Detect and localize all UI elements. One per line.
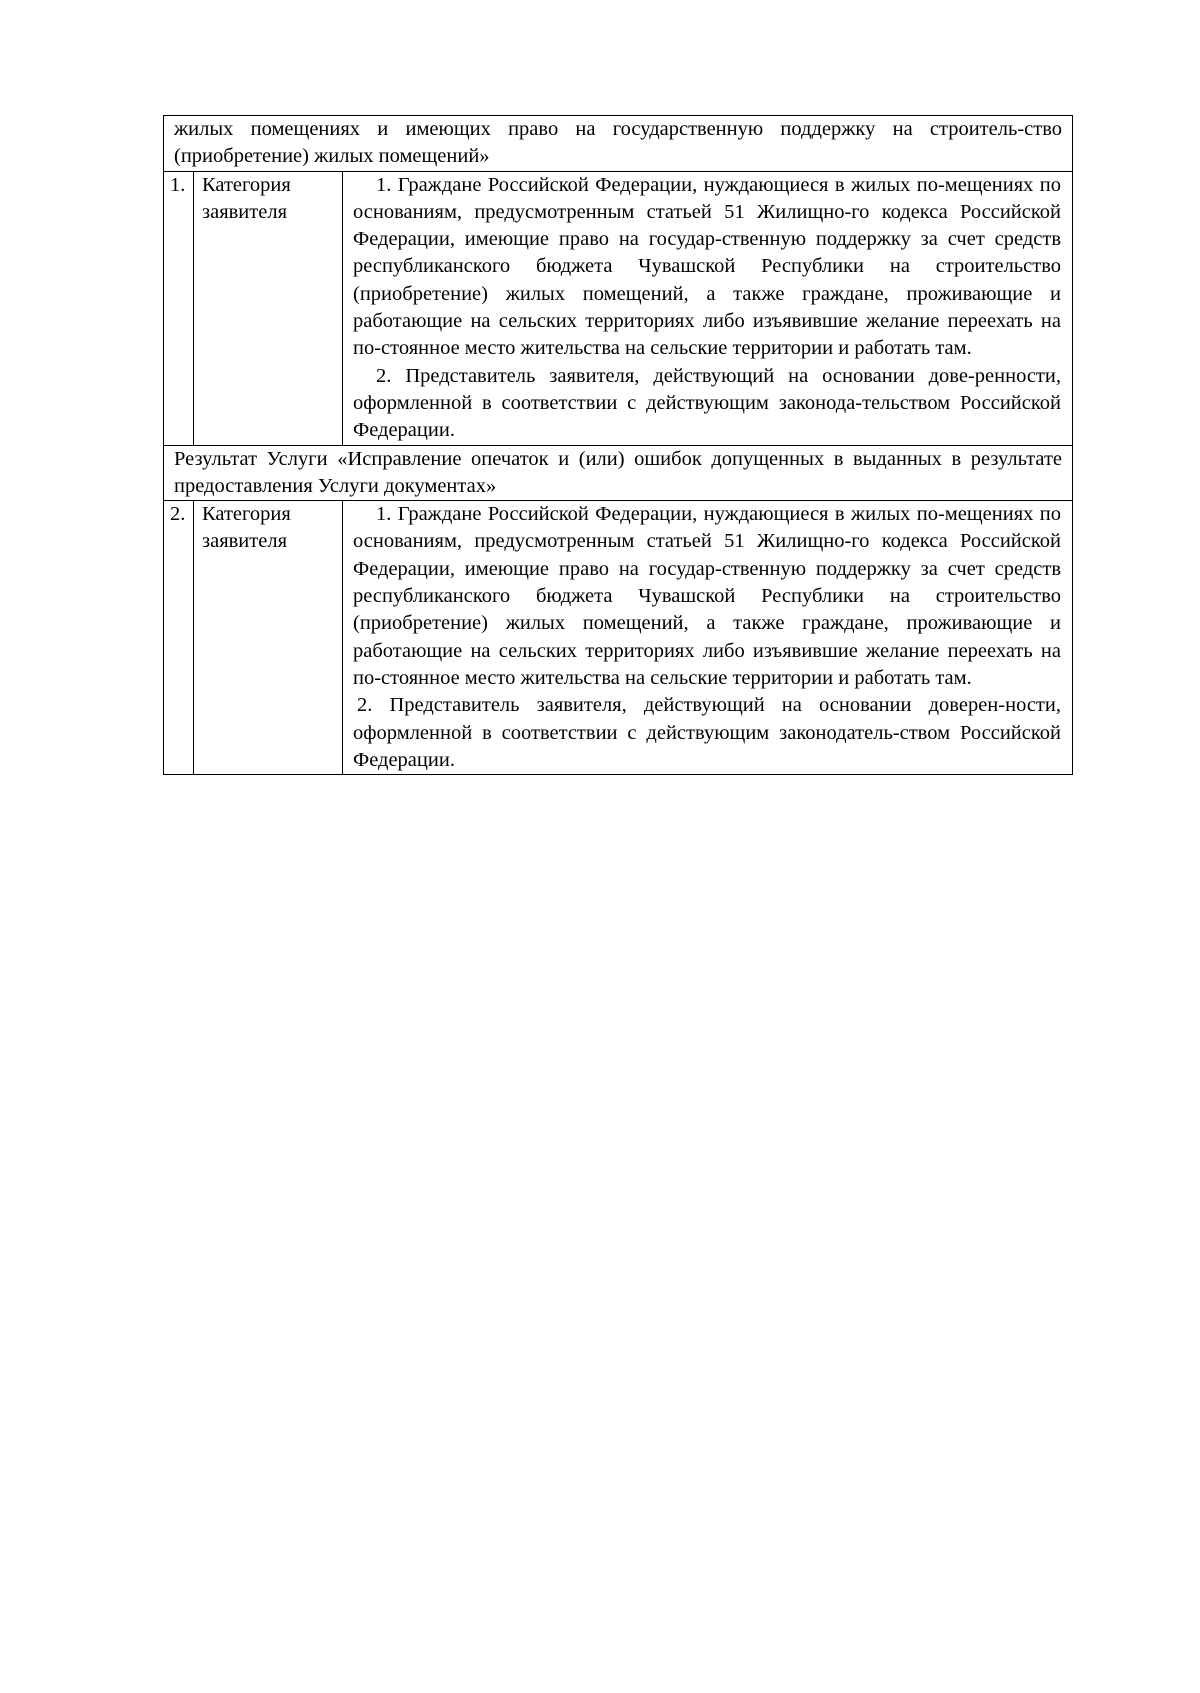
result-row [164,445,1073,501]
category-cell: Категория заявителя [194,171,343,445]
result-cell [164,445,1073,501]
category-cell: Категория заявителя [194,501,343,775]
applicant-paragraph-2: 2. Представитель заявителя, действующий на основании дове-ренности, оформленной в соответствии с действующим законода-тельством Российской Федерации. [353,364,1061,442]
continuation-text: жилых помещениях и имеющих право на государственную поддержку на строитель-ство (приобретение) жилых помещений» [174,118,1062,168]
description-cell [343,171,1073,445]
continuation-cell [164,116,1073,172]
table-row [164,171,1073,445]
result-text: Результат Услуги «Исправление опечаток и (или) ошибок допущенных в выданных в результате предоставления Услуги документах» [174,447,1062,497]
applicant-paragraph-1: 1. Граждане Российской Федерации, нуждающиеся в жилых по-мещениях по основаниям, предусмотренным статьей 51 Жилищно-го кодекса Российской Федерации, имеющие право на государ-ственную поддержку за счет средств республиканского бюджета Чувашской Республики на строительство (приобретение) жилых помещений, а также граждане, проживающие и работающие на сельских территориях либо изъявившие желание переехать на по-стоянное место жительства на сельские территории и работать там. [353,503,1061,689]
description-cell [343,501,1073,775]
applicant-paragraph-1: 1. Граждане Российской Федерации, нуждающиеся в жилых по-мещениях по основаниям, предусмотренным статьей 51 Жилищно-го кодекса Российской Федерации, имеющие право на государ-ственную поддержку за счет средств республиканского бюджета Чувашской Республики на строительство (приобретение) жилых помещений, а также граждане, проживающие и работающие на сельских территориях либо изъявившие желание переехать на по-стоянное место жительства на сельские территории и работать там. [353,173,1061,360]
services-table [163,115,1073,775]
continuation-row [164,116,1073,172]
table-row [164,501,1073,775]
row-number: 1. [164,171,194,445]
row-number: 2. [164,501,194,775]
applicant-paragraph-2: 2. Представитель заявителя, действующий на основании доверен-ности, оформленной в соответствии с действующим законодатель-ством Российской Федерации. [353,694,1061,771]
